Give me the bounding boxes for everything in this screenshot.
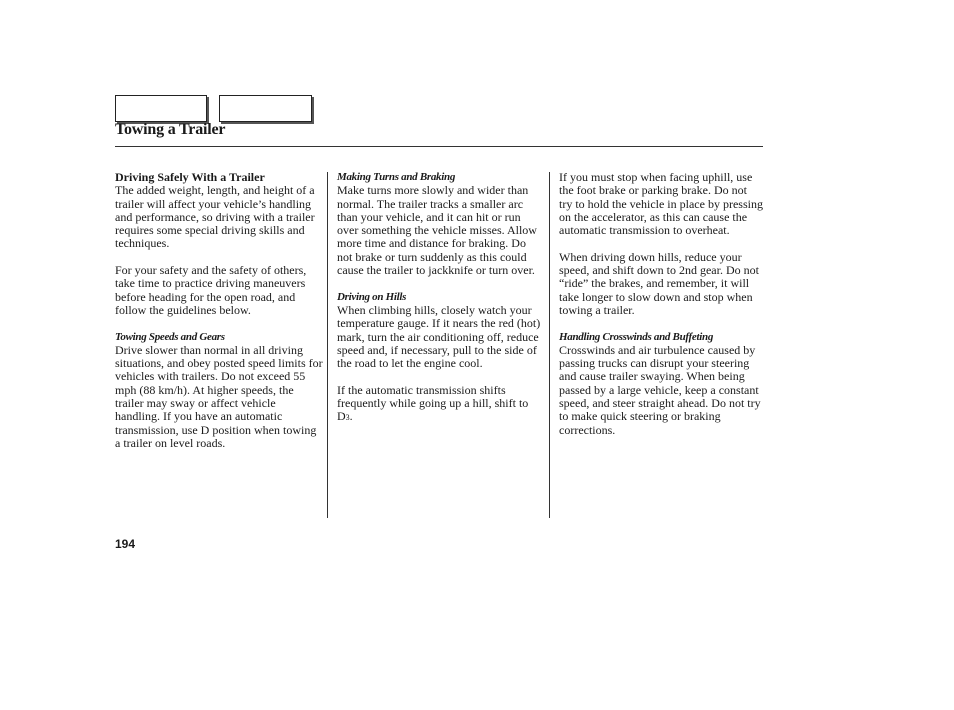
nav-tab-box-1[interactable] <box>115 95 207 122</box>
paragraph: When climbing hills, closely watch your temperature gauge. If it nears the red (hot) mark, turn the air conditioning off, reduce speed and, if necessary, pull to the side of the road to let the engine cool. <box>337 302 541 371</box>
paragraph-end: . <box>349 409 353 424</box>
paragraph: Crosswinds and air turbulence caused by passing trucks can disrupt your steering and cause trailer swaying. When being passed by a large vehicle, keep a constant speed, and steer straight ahead. Do not try to make quick steering or braking corrections. <box>559 342 761 437</box>
paragraph: If you must stop when facing uphill, use the foot brake or parking brake. Do not try to hold the vehicle in place by pressing on the accelerator, as this can cause the automatic transmission to overheat. <box>559 170 763 238</box>
paragraph: When driving down hills, reduce your speed, and shift down to 2nd gear. Do not “ride” the brakes, and remember, it will take longer to slow down and stop when towing a trailer. <box>559 249 759 317</box>
column-2 <box>337 171 544 425</box>
paragraph-text: If the automatic transmission shifts frequently while going up a hill, shift to D <box>337 382 529 424</box>
paragraph: Make turns more slowly and wider than normal. The trailer tracks a smaller arc than your vehicle, and it can hit or run over something the vehicle misses. Allow more time and distance for braking. Do not brake or turn suddenly as this could cause the trailer to jackknife or turn over. <box>337 183 537 278</box>
paragraph <box>337 384 544 425</box>
page-number: 194 <box>115 537 136 551</box>
column-divider <box>549 172 550 518</box>
column-1 <box>115 171 323 450</box>
paragraph: Drive slower than normal in all driving situations, and obey posted speed limits for vehicles with trailers. Do not exceed 55 mph (88 km/h). At higher speeds, the trailer may sway or affect vehicle handling. If you have an automatic transmission, use D position when towing a trailer on level roads. <box>115 342 323 450</box>
page-title: Towing a Trailer <box>115 121 226 138</box>
column-divider <box>327 172 328 518</box>
gear-subscript: 3 <box>345 413 350 423</box>
column-3 <box>559 171 763 437</box>
paragraph: For your safety and the safety of others, take time to practice driving maneuvers before heading for the open road, and follow the guidelines below. <box>115 263 307 317</box>
title-divider <box>115 146 763 147</box>
nav-tab-box-2[interactable] <box>219 95 312 122</box>
section-heading-driving-hills: Driving on Hills <box>337 290 407 303</box>
section-heading-driving-safely: Driving Safely With a Trailer <box>115 170 265 184</box>
section-heading-towing-speeds: Towing Speeds and Gears <box>115 330 225 343</box>
section-heading-crosswinds: Handling Crosswinds and Buffeting <box>559 330 714 343</box>
section-heading-turns-braking: Making Turns and Braking <box>337 171 456 183</box>
paragraph: The added weight, length, and height of a trailer will affect your vehicle’s handling and performance, so driving with a trailer requires some special driving skills and techniques. <box>115 183 315 251</box>
